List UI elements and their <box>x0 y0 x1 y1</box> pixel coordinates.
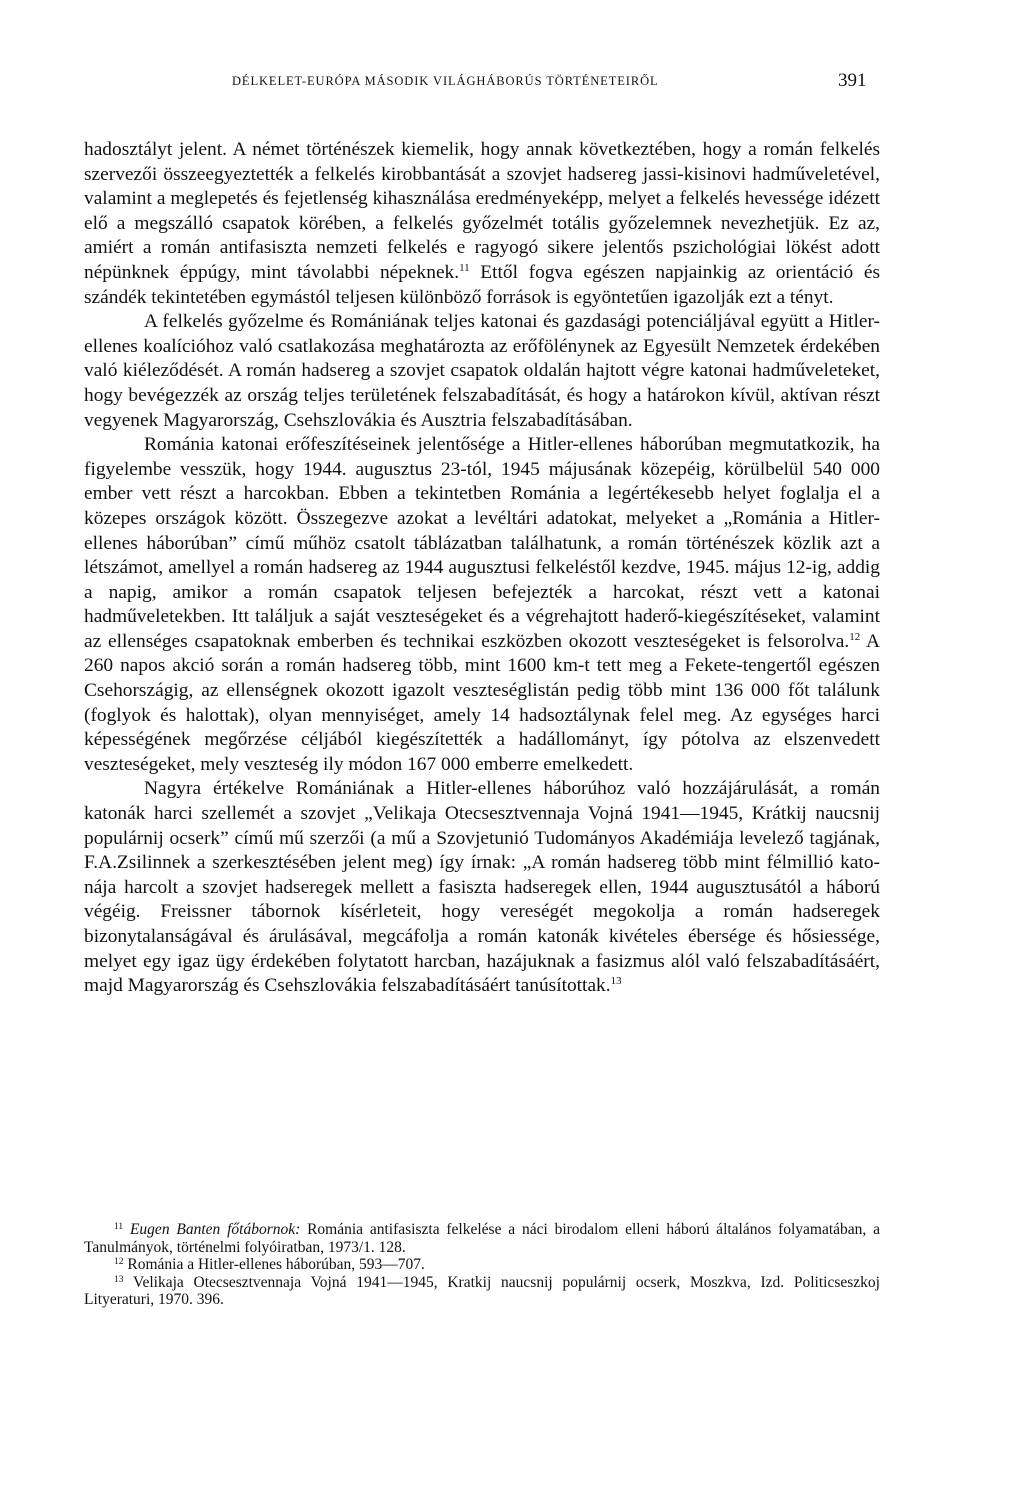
footnote-12-number: 12 <box>114 1257 124 1267</box>
footnote-ref-12: 12 <box>849 630 861 643</box>
paragraph-3-text-b: A 260 napos akció során a román hadsereg több, mint 1600 km-t tett meg a Fekete-tengertől egészen Csehországig, az ellenségnek okozott igazolt veszteséglistán pedig több mint 136 000 főt találunk (foglyok és halottak), olyan mennyiséget, amely 14 hadsoztálynak felel meg. Az egységes harci képességének megőrzése céljából kiegészítették a hadállományt, így pótolva az elszenvedett veszteségeket, mely veszteség ily módon 167 000 emberre emelkedett. <box>84 630 881 775</box>
running-title: DÉLKELET-EURÓPA MÁSODIK VILÁGHÁBORÚS TÖRTÉNETEIRŐL <box>232 74 659 88</box>
footnote-11-number: 11 <box>114 1222 124 1232</box>
footnote-13 <box>84 1274 880 1309</box>
paragraph-4-text-a: Nagyra értékelve Romániának a Hitler-ellenes háborúhoz való hozzájárulását, a román katonák harci szellemét a szovjet „Velikaja Otecsesztvennaja Vojná 1941—1945, Krátkij naucsnij populárnij ocserk” című mű szerzői (a mű a Szovjetunió Tudományos Akadémiája levelező tagjának, F.A.Zsilinnek a szerkesztésében jelent meg) így írnak: „A román hadsereg több mint félmillió katonája harcolt a szovjet hadseregek mellett a fasiszta hadseregek ellen, 1944 augusztusától a háború végéig. Freissner tábornok kísérleteit, hogy vereségét megokolja a román hadseregek bizonytalanságával és árulásával, megcáfolja a román katonák kivételes ébersége és hősiessége, melyet egy igaz ügy érdekében folytatott harcban, hazájuknak a fasizmus alól való felszabadításáért, majd Magyarország és Csehszlovákia felszabadításáért tanúsítottak. <box>84 778 880 997</box>
footnote-11 <box>84 1221 880 1256</box>
footnote-11-text: Románia antifasiszta felkelése a náci birodalom elleni háború általános folyamatában, a Tanulmányok, történelmi folyóiratban, 1973/1. 128. <box>84 1221 880 1256</box>
footnote-ref-13: 13 <box>610 975 622 988</box>
footnote-ref-11: 11 <box>459 261 470 274</box>
paragraph-2: A felkelés győzelme és Romániának teljes katonai és gazdasági potenciáljával együtt a Hitler-ellenes koalícióhoz való csatlakozása meghatározta az erőfölénynek az Egyesült Nemzetek érdekében való kiéleződését. A román hadsereg a szovjet csapatok oldalán hajtott végre katonai hadműveleteket, hogy bevégezzék az ország teljes területének felszabadítását, és hogy a határokon kívül, aktívan részt vegyenek Magyarország, Csehszlovákia és Ausztria felszabadításában. <box>84 311 880 431</box>
paragraph-1-text-b: Ettől fogva egészen napjainkig az orientáció és szándék tekintetében egymástól teljesen különböző források is egyöntetűen igazolják ezt a tényt. <box>84 261 880 308</box>
paragraph-1 <box>84 138 880 310</box>
paragraph-4 <box>84 777 880 998</box>
footnotes <box>84 1221 880 1309</box>
page-number: 391 <box>838 70 867 91</box>
paragraph-1-text-a: hadosztályt jelent. A német történészek kiemelik, hogy annak következtében, hogy a román felkelés szervezői összeegyeztették a felkelés kirobbantását a szovjet hadsereg jassi-kisinovi hadműveletével, valamint a meglepetés és fejetlenség kihasználása eredményeképp, melyet a felkelés hevessége idézett elő a megszálló csapatok körében, a felkelés győzelmét totális győzelemnek nevezhetjük. Ez az, amiért a román antifasiszta nemzeti felkelés e ragyogó sikere jelentős pszichológiai lökést adott népünknek éppúgy, mint távolabbi népeknek. <box>84 139 880 283</box>
main-text <box>84 138 880 999</box>
footnote-12 <box>84 1256 880 1274</box>
footnote-13-number: 13 <box>114 1274 124 1285</box>
footnote-12-text: Románia a Hitler-ellenes háborúban, 593—707. <box>127 1256 425 1273</box>
footnote-11-author: Eugen Banten főtábornok: <box>129 1221 301 1238</box>
footnote-13-text: Velikaja Otecsesztvennaja Vojná 1941—1945, Kratkij naucsnij populárnij ocserk, Moszkva, Izd. Politicseszkoj Lityeraturi, 1970. 396. <box>84 1273 880 1308</box>
paragraph-3 <box>84 433 880 777</box>
paragraph-3-text-a: Románia katonai erőfeszítéseinek jelentősége a Hitler-ellenes háborúban megmutatkozik, ha figyelembe vesszük, hogy 1944. augusztus 23-tól, 1945 májusának közepéig, körülbelül 540 000 ember vett részt a harcokban. Ebben a tekintetben Románia a legértékesebb helyet foglalja el a közepes országok között. Összegezve azokat a levéltári adatokat, melyeket a „Románia a Hitler-ellenes háborúban” című műhöz csatolt táblázatban találhatunk, a román történészek közlik azt a létszámot, amellyel a román hadsereg az 1944 augusztusi felkeléstől kezdve, 1945. május 12-ig, addig a napig, amikor a román csapatok teljesen befejezték a harcokat, részt vett a katonai hadműveletekben. Itt találjuk a saját veszteségeket és a végrehajtott haderő-kiegészítéseket, valamint az ellenséges csapatoknak emberben és technikai eszközben okozott veszteségeket is felsorolva. <box>84 434 880 652</box>
